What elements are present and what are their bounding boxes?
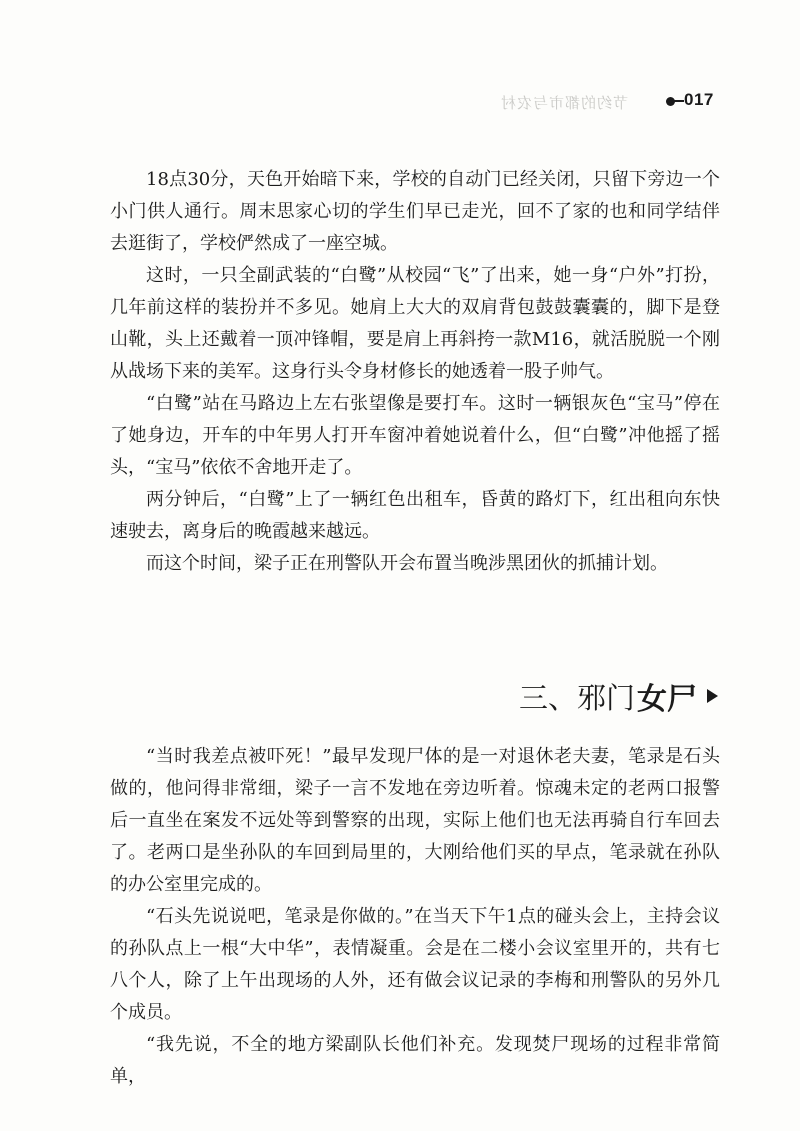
section-heading-prefix: 三、邪门 — [518, 680, 635, 715]
body-text-section-two — [110, 741, 720, 1093]
bleed-through-header-text: 节约的都市与农村 — [500, 94, 629, 112]
section-heading-emphasis: 女尸 — [637, 682, 697, 717]
paragraph: 两分钟后，“白鹭”上了一辆红色出租车，昏黄的路灯下，红出租向东快速驶去，离身后的晚霞越来越远。 — [110, 489, 720, 542]
running-header — [500, 88, 718, 116]
header-rule — [674, 100, 684, 102]
paragraph: 而这个时间，梁子正在刑警队开会布置当晚涉黑团伙的抓捕计划。 — [146, 553, 668, 574]
paragraph: “我先说，不全的地方梁副队长他们补充。发现焚尸现场的过程非常简单， — [110, 1034, 720, 1087]
triangle-right-icon — [707, 689, 718, 703]
paragraph: 18点30分，天色开始暗下来，学校的自动门已经关闭，只留下旁边一个小门供人通行。周末思家心切的学生们早已走光，回不了家的也和同学结伴去逛街了，学校俨然成了一座空城。 — [110, 169, 720, 254]
paragraph: “石头先说说吧，笔录是你做的。”在当天下午1点的碰头会上，主持会议的孙队点上一根“大中华”，表情凝重。会是在二楼小会议室里开的，共有七八个人，除了上午出现场的人外，还有做会议记录的李梅和刑警队的另外几个成员。 — [110, 906, 720, 1023]
page-number: 017 — [684, 90, 714, 109]
paragraph: “当时我差点被吓死！”最早发现尸体的是一对退休老夫妻，笔录是石头做的，他问得非常细，梁子一言不发地在旁边听着。惊魂未定的老两口报警后一直坐在案发不远处等到警察的出现，实际上他们也无法再骑自行车回去了。老两口是坐孙队的车回到局里的，大刚给他们买的早点，笔录就在孙队的办公室里完成的。 — [110, 746, 720, 895]
body-text-section-one — [110, 164, 720, 580]
paragraph: “白鹭”站在马路边上左右张望像是要打车。这时一辆银灰色“宝马”停在了她身边，开车的中年男人打开车窗冲着她说着什么，但“白鹭”冲他摇了摇头，“宝马”依依不舍地开走了。 — [110, 393, 720, 478]
section-heading — [519, 674, 718, 718]
paragraph: 这时，一只全副武装的“白鹭”从校园“飞”了出来，她一身“户外”打扮，几年前这样的装扮并不多见。她肩上大大的双肩背包鼓鼓囊囊的，脚下是登山靴，头上还戴着一顶冲锋帽，要是肩上再斜挎一款M16，就活脱脱一个刚从战场下来的美军。这身行头令身材修长的她透着一股子帅气。 — [110, 265, 720, 382]
